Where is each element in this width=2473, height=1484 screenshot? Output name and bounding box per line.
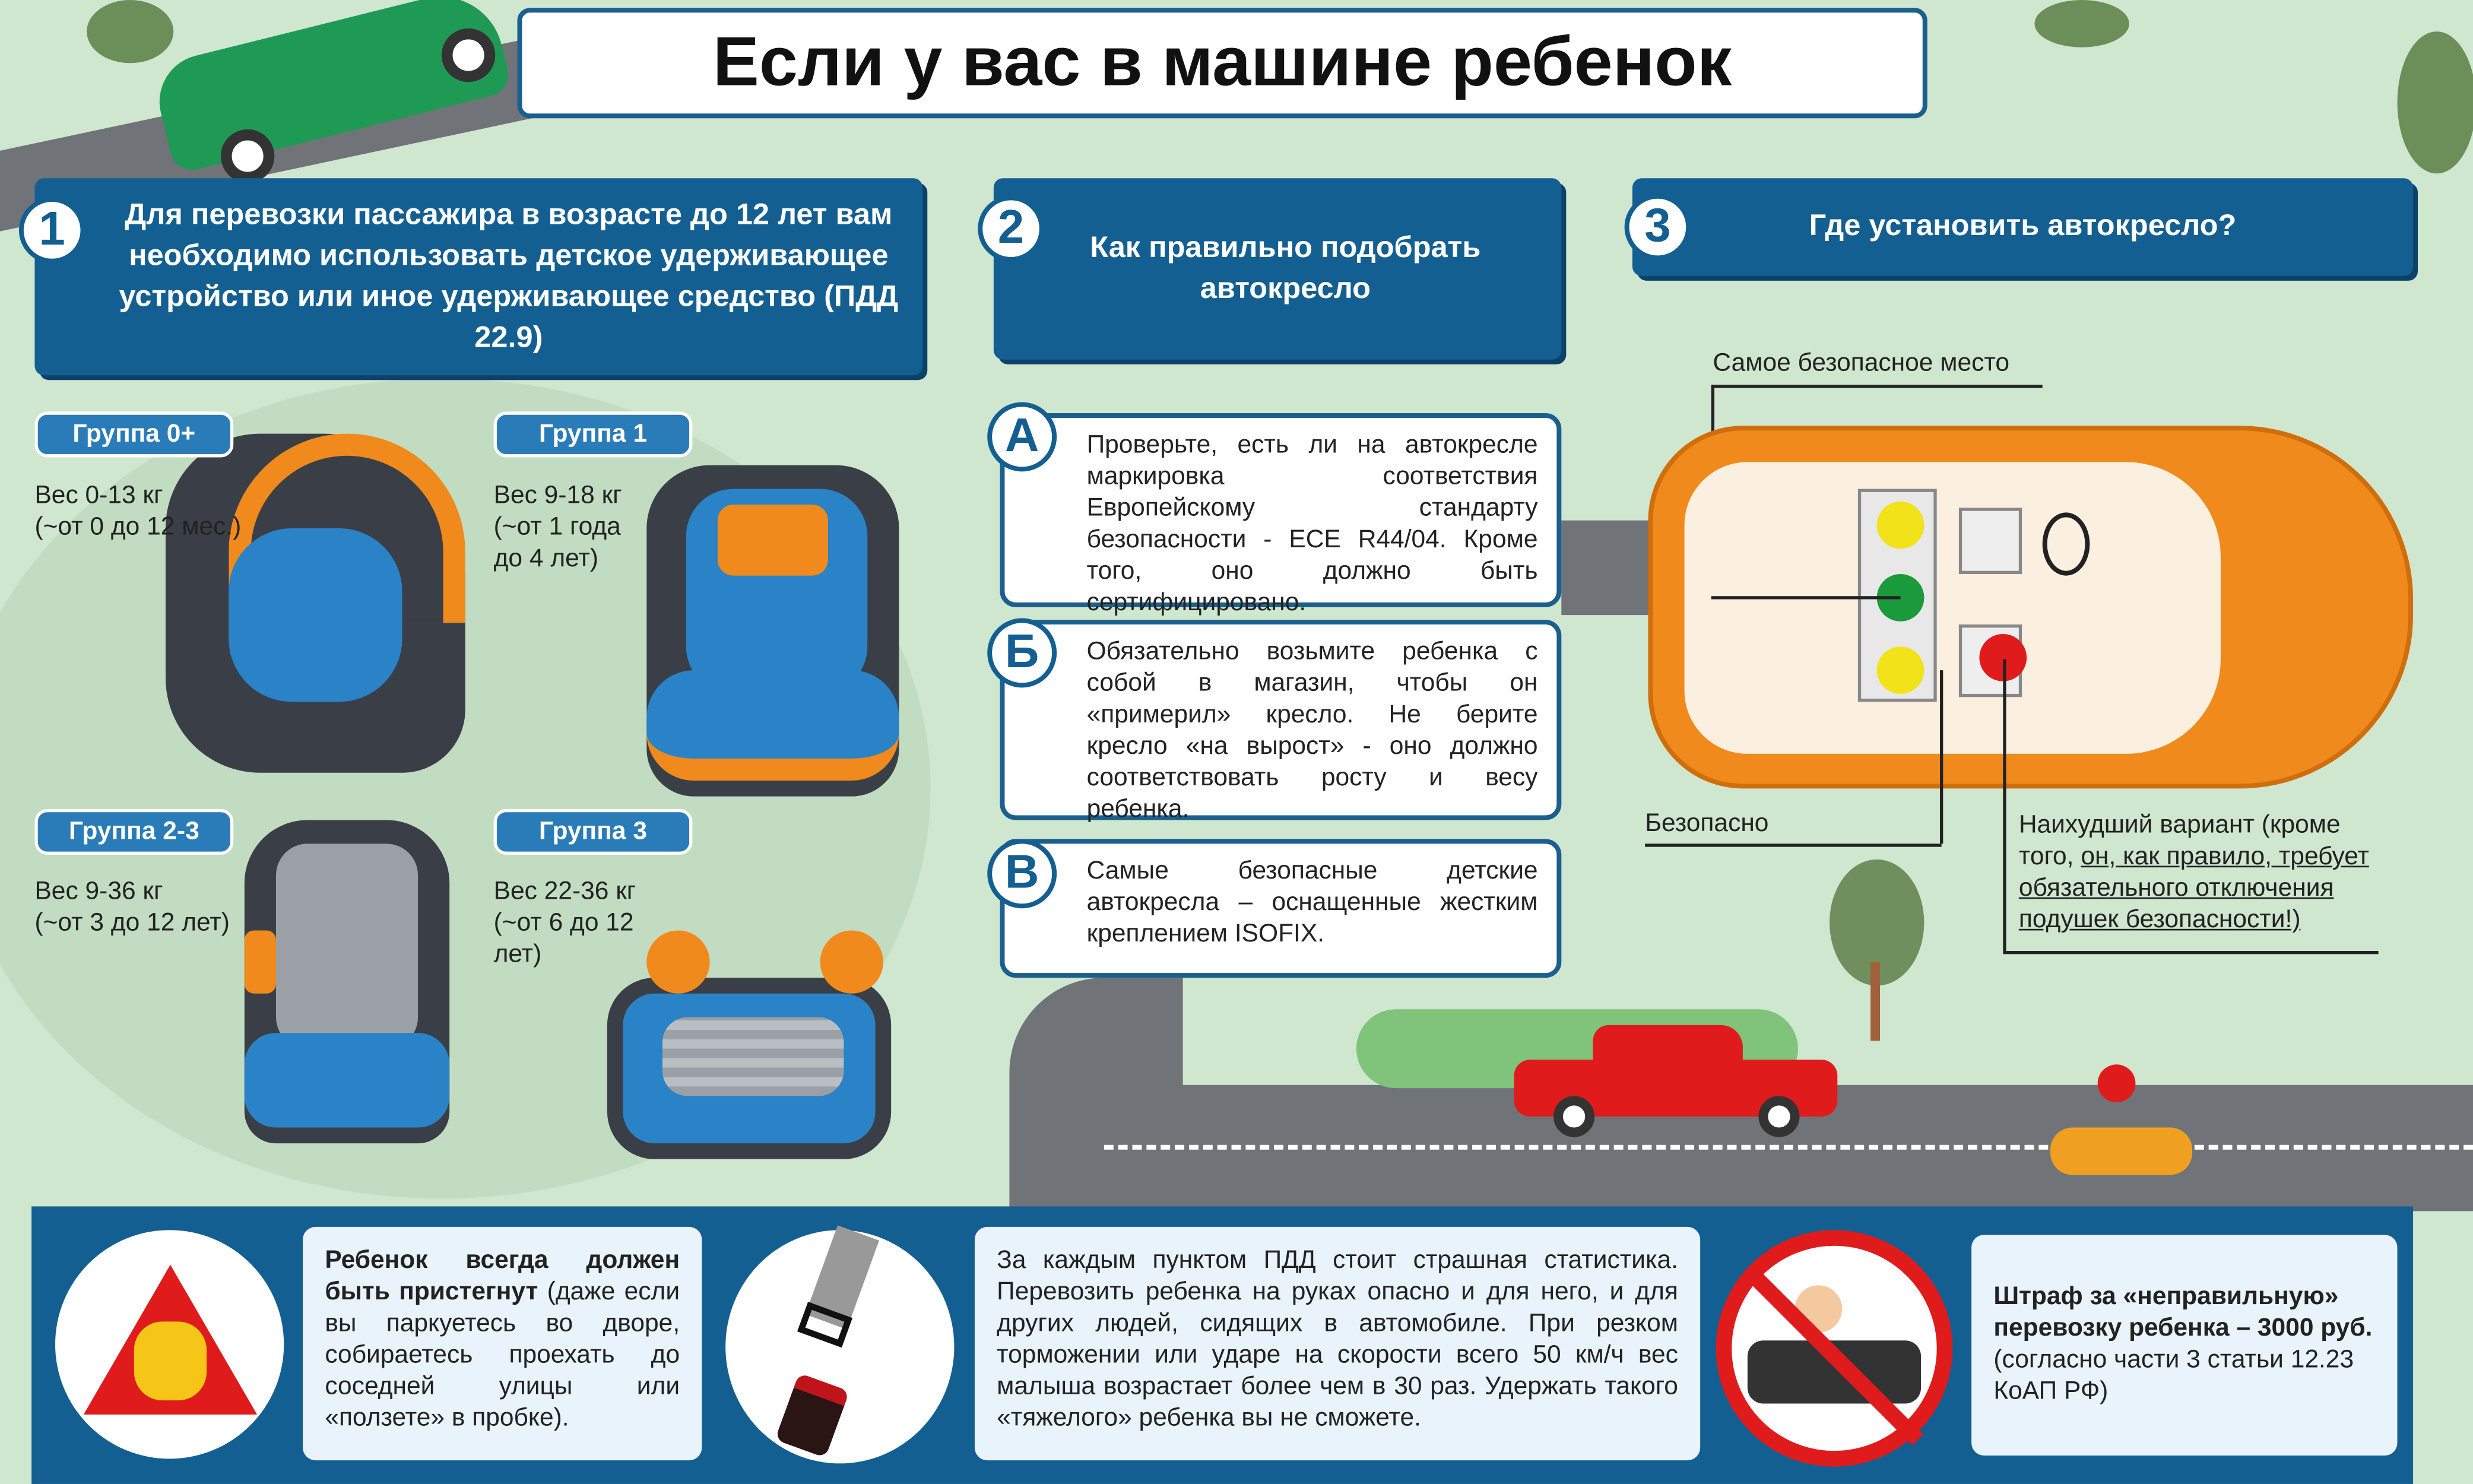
tree-icon [2034, 0, 2129, 47]
fine-rest: (согласно части 3 статьи 12.23 КоАП РФ) [1993, 1346, 2354, 1406]
steering-wheel-icon [2043, 512, 2090, 575]
tip-b: Обязательно возьмите ребенка с собой в магазин, чтобы он «примерил» кресло. Не берите кресло «на вырост» - оно должно соответствовать росту и весу ребенка. [1000, 620, 1561, 820]
buckle-up-bold: Ребенок всегда должен быть пристегнут [325, 1247, 680, 1306]
tip-a-letter: А [987, 402, 1057, 471]
age-text: (~от 1 года до 4 лет) [493, 514, 621, 573]
weight-text: Вес 9-36 кг [34, 878, 163, 905]
safe-seat-left-marker [1877, 502, 1924, 549]
group-2-3-label: Группа 2-3 [34, 809, 233, 855]
leader-line [1645, 844, 1941, 846]
wheel-icon [221, 129, 274, 183]
label-safe: Безопасно [1645, 810, 1769, 838]
child-warning-sign-icon [55, 1230, 284, 1458]
section-2-number: 2 [978, 195, 1044, 262]
age-text: (~от 3 до 12 лет) [34, 909, 230, 937]
wheel-icon [442, 28, 495, 82]
worst-underlined: он, как правило, требует обязательного отключения подушек безопасности!) [2018, 844, 2369, 934]
scooter-icon [2050, 1128, 2192, 1175]
tip-v: Самые безопасные детские автокресла – оснащенные жестким креплением ISOFIX. [1000, 839, 1561, 978]
tip-a: Проверьте, есть ли на автокресле маркировка соответствия Европейскому стандарту безопасности - ECE R44/04. Кроме того, оно должно быть сертифицировано. [1000, 413, 1561, 607]
worst-intro: Наихудший вариант (кроме того, [2018, 812, 2341, 871]
tree-icon [2397, 31, 2473, 173]
leader-line [1940, 670, 1943, 844]
tree-icon [87, 0, 173, 63]
age-text: (~от 6 до 12 лет) [493, 909, 634, 969]
tip-b-letter: Б [987, 618, 1057, 687]
booster-cushion-icon [607, 978, 891, 1159]
rider-helmet-icon [2098, 1064, 2136, 1102]
label-safest-place: Самое безопасное место [1713, 350, 2010, 377]
weight-text: Вес 0-13 кг [34, 482, 163, 510]
buckle-up-text [303, 1227, 702, 1460]
armrest-icon [646, 930, 709, 993]
fine-bold: Штраф за «неправильную» перевозку ребенка – 3000 руб. [1993, 1283, 2373, 1342]
safe-seat-right-marker [1877, 646, 1924, 694]
car-top-view [1648, 426, 2413, 788]
page-title: Если у вас в машине ребенок [517, 8, 1927, 118]
leader-line [2003, 951, 2378, 954]
section-1-number: 1 [19, 197, 85, 264]
driver-seat [1959, 508, 2022, 574]
toddler-seat-icon [646, 465, 899, 797]
age-text: (~от 0 до 12 мес.) [34, 514, 242, 541]
fine-text [1971, 1235, 2397, 1456]
group-1-weight [494, 481, 643, 575]
leader-line [2003, 659, 2006, 951]
buckle-up-rest: (даже если вы паркуетесь во дворе, собираетесь проехать до соседней улицы или «ползете» в пробке). [325, 1279, 680, 1432]
leader-line [1711, 596, 1901, 599]
tree-trunk [1870, 962, 1880, 1041]
group-0plus-label: Группа 0+ [34, 411, 233, 457]
group-0plus-weight [34, 481, 271, 544]
booster-seat-with-back-icon [245, 820, 449, 1143]
seatbelt-buckle-icon [725, 1230, 954, 1463]
section-3-heading: Где установить автокресло? [1632, 178, 2413, 276]
leader-line [1711, 385, 2043, 388]
no-child-on-lap-icon [1716, 1230, 1953, 1467]
section-1-heading: Для перевозки пассажира в возрасте до 12 лет вам необходимо использовать детское удерживающее устройство или иное удерживающее средство (ПДД 22.9) [34, 178, 922, 375]
group-1-label: Группа 1 [494, 411, 693, 457]
armrest-icon [820, 930, 883, 993]
statistics-text: За каждым пунктом ПДД стоит страшная статистика. Перевозить ребенка на руках опасно и для него, и для других людей, сидящих в автомобиле. При резком торможении или ударе на скорости всего 50 км/ч вес малыша возрастает более чем в 30 раз. Удержать такого «тяжелого» ребенка вы не сможете. [975, 1227, 1700, 1460]
section-3-number: 3 [1625, 194, 1691, 261]
section-2-heading: Как правильно подобрать автокресло [994, 178, 1561, 360]
tip-v-letter: В [987, 839, 1057, 908]
group-2-3-weight [34, 877, 248, 940]
label-worst-option [2019, 811, 2389, 937]
wheel-icon [1758, 1096, 1799, 1137]
weight-text: Вес 9-18 кг [493, 482, 622, 510]
red-car-roof [1593, 1025, 1742, 1069]
group-3-weight [494, 877, 643, 971]
wheel-icon [1553, 1096, 1594, 1137]
weight-text: Вес 22-36 кг [493, 878, 636, 905]
group-3-label: Группа 3 [494, 809, 693, 855]
